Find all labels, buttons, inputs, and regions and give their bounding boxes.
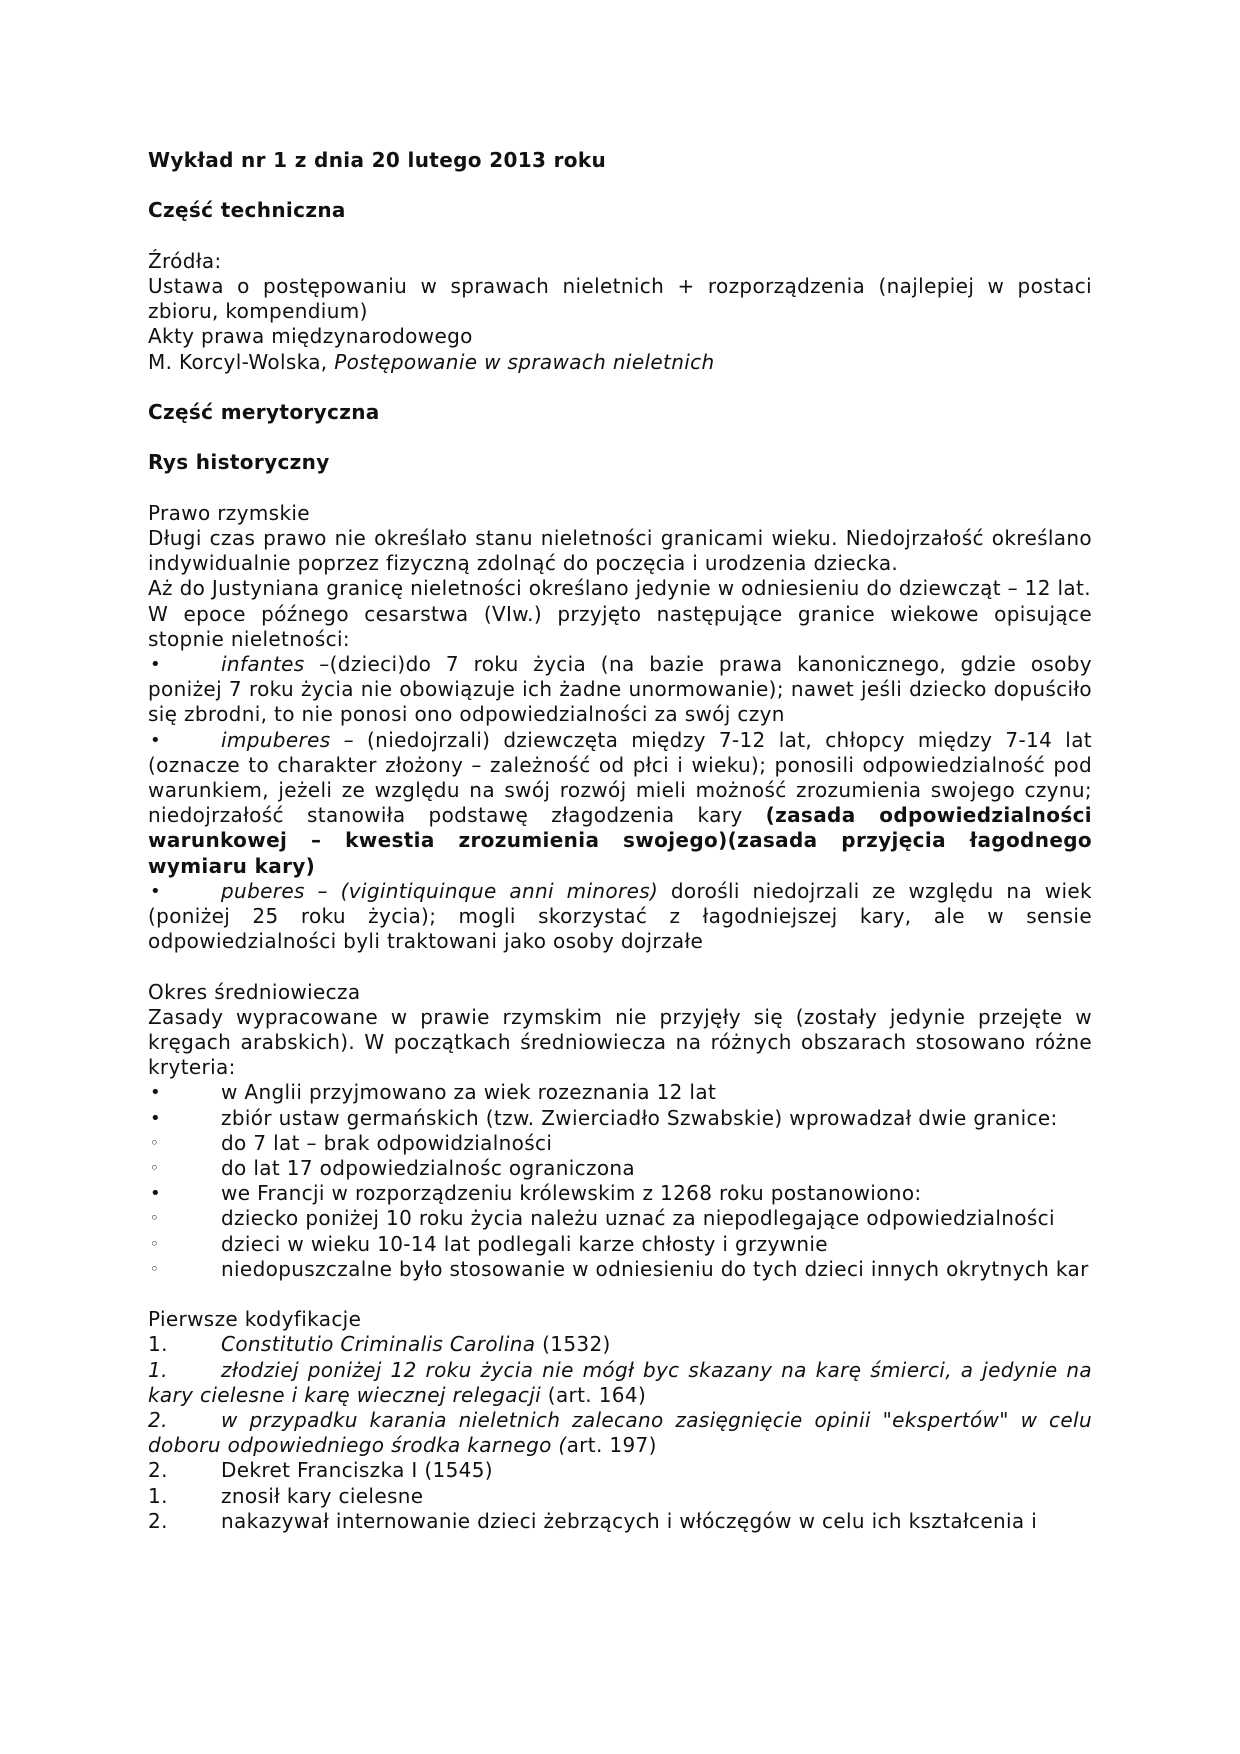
list-item-text: zbiór ustaw germańskich (tzw. Zwierciadło Szwabskie) wprowadzał dwie granice:	[221, 1105, 1058, 1130]
list-item-text: Dekret Franciszka I (1545)	[221, 1458, 493, 1483]
article-ref: (art. 164)	[541, 1382, 647, 1407]
paragraph: W epoce późnego cesarstwa (VIw.) przyjęto następujące granice wiekowe opisujące stopnie nieletności:	[148, 601, 1092, 651]
principle-emphasis: (zasada odpowiedzialności warunkowej – kwestia zrozumienia swojego)(zasada przyjęcia łagodnego wymiaru kary)	[148, 803, 1092, 878]
list-number: 1.	[148, 1332, 168, 1357]
sub-bullet-marker: ◦	[150, 1234, 160, 1253]
source-item: Ustawa o postępowaniu w sprawach nieletnich + rozporządzenia (najlepiej w postaci zbioru, kompendium)	[148, 273, 1092, 324]
list-item-text: –(dzieci)do 7 roku życia (na bazie prawa kanonicznego, gdzie osoby poniżej 7 roku życia nie obowiązuje ich żadne unormowanie); nawet jeśli dziecko dopuściło się zbrodni, to nie ponosi ono odpowiedzialności za swój czyn	[148, 651, 1092, 727]
bullet-marker: •	[150, 1183, 161, 1205]
sources-label: Źródła:	[148, 248, 222, 273]
list-item	[148, 1458, 1092, 1483]
list-item-text: niedopuszczalne było stosowanie w odniesieniu do tych dzieci innych okrytnych kar	[221, 1256, 1089, 1281]
list-item	[148, 1484, 1092, 1509]
list-number: 1.	[148, 1483, 168, 1508]
medieval-list	[148, 1080, 1092, 1282]
source-author: M. Korcyl-Wolska,	[148, 349, 335, 374]
list-number: 2.	[148, 1458, 168, 1483]
source-item: Akty prawa międzynarodowego	[148, 324, 473, 349]
roman-law-heading: Prawo rzymskie	[148, 500, 310, 525]
bullet-marker: •	[150, 1082, 161, 1104]
list-item	[148, 1232, 1092, 1257]
list-item-text: dorośli niedojrzali ze względu na wiek (poniżej 25 roku życia); mogli skorzystać z łagodniejszej kary, ale w sensie odpowiedzialności byli traktowani jako osoby dojrzałe	[148, 878, 1092, 954]
list-item	[148, 1131, 1092, 1156]
list-number: 2.	[148, 1508, 168, 1533]
list-item-text: do 7 lat – brak odpowidzialności	[221, 1130, 553, 1155]
document-page	[148, 148, 1092, 1534]
source-item	[148, 350, 1092, 375]
sub-bullet-marker: ◦	[150, 1259, 160, 1278]
paragraph: Aż do Justyniana granicę nieletności określano jedynie w odniesieniu do dziewcząt – 12 lat.	[148, 576, 1091, 601]
list-item-text: w przypadku karania nieletnich zalecano zasięgnięcie opinii "ekspertów" w celu doboru odpowiedniego środka karnego (	[148, 1408, 1092, 1458]
list-item-text: do lat 17 odpowiedzialnośc ograniczona	[221, 1156, 636, 1181]
latin-term: puberes – (vigintiquinque anni minores)	[221, 878, 659, 903]
bullet-marker: •	[150, 653, 161, 675]
lecture-title: Wykład nr 1 z dnia 20 lutego 2013 roku	[148, 148, 607, 172]
list-item-text: – (niedojrzali) dziewczęta między 7-12 lat, chłopcy między 7-14 lat (oznacze to charakter złożony – zależność od płci i wieku); ponosili odpowiedzialność pod warunkiem, jeżeli ze względu na swój rozwój mieli możność zrozumienia swojego czynu; niedojrzałość stanowiła podstawę złagodzenia kary	[148, 727, 1092, 828]
bullet-marker: •	[150, 880, 161, 902]
list-item	[148, 1332, 1092, 1357]
list-item	[148, 1080, 1092, 1105]
bullet-marker: •	[150, 729, 161, 751]
sub-bullet-marker: ◦	[150, 1209, 160, 1228]
list-item	[148, 1509, 1092, 1534]
code-title: Constitutio Criminalis Carolina	[221, 1332, 536, 1357]
sub-bullet-marker: ◦	[150, 1133, 160, 1152]
paragraph: Zasady wypracowane w prawie rzymskim nie przyjęły się (zostały jedynie przejęte w kręgach arabskich). W początkach średniowiecza na różnych obszarach stosowano różne kryteria:	[148, 1004, 1092, 1080]
list-item	[148, 1106, 1092, 1131]
list-item	[148, 1408, 1092, 1458]
list-item	[148, 1206, 1092, 1231]
code-year: (1532)	[535, 1332, 611, 1357]
latin-term: infantes	[221, 651, 305, 676]
list-item-text: nakazywał internowanie dzieci żebrzących i włóczęgów w celu ich kształcenia i	[221, 1508, 1038, 1533]
list-item-text: dziecko poniżej 10 roku życia należu uznać za niepodlegające odpowiedzialności	[221, 1206, 1055, 1231]
codifications-heading: Pierwsze kodyfikacje	[148, 1307, 362, 1332]
list-item-text: dzieci w wieku 10-14 lat podlegali karze chłosty i grzywnie	[221, 1231, 828, 1256]
section-substantive-heading: Część merytoryczna	[148, 399, 380, 424]
sub-bullet-marker: ◦	[150, 1159, 160, 1178]
list-item	[148, 1358, 1092, 1408]
list-number: 1.	[148, 1357, 168, 1382]
list-item	[148, 1156, 1092, 1181]
medieval-heading: Okres średniowiecza	[148, 979, 361, 1004]
list-item	[148, 1257, 1092, 1282]
source-title: Postępowanie w sprawach nieletnich	[334, 349, 715, 374]
list-item-text: złodziej poniżej 12 roku życia nie mógł byc skazany na karę śmierci, a jedynie na kary cielesne i karę wiecznej relegacji	[148, 1357, 1092, 1407]
article-ref: art. 197)	[566, 1433, 657, 1458]
latin-term: impuberes	[221, 727, 331, 752]
list-item	[148, 728, 1092, 879]
list-item-text: we Francji w rozporządzeniu królewskim z 1268 roku postanowiono:	[221, 1181, 922, 1206]
list-item	[148, 879, 1092, 955]
list-item-text: znosił kary cielesne	[221, 1483, 424, 1508]
list-number: 2.	[148, 1408, 168, 1433]
paragraph: Długi czas prawo nie określało stanu nieletności granicami wieku. Niedojrzałość określano indywidualnie poprzez fizyczną zdolnąć do poczęcia i urodzenia dziecka.	[148, 525, 1092, 576]
section-history-heading: Rys historyczny	[148, 450, 330, 475]
bullet-marker: •	[150, 1107, 161, 1129]
section-technical-heading: Część techniczna	[148, 198, 346, 223]
list-item-text: w Anglii przyjmowano za wiek rozeznania 12 lat	[221, 1080, 717, 1105]
list-item	[148, 652, 1092, 728]
list-item	[148, 1181, 1092, 1206]
